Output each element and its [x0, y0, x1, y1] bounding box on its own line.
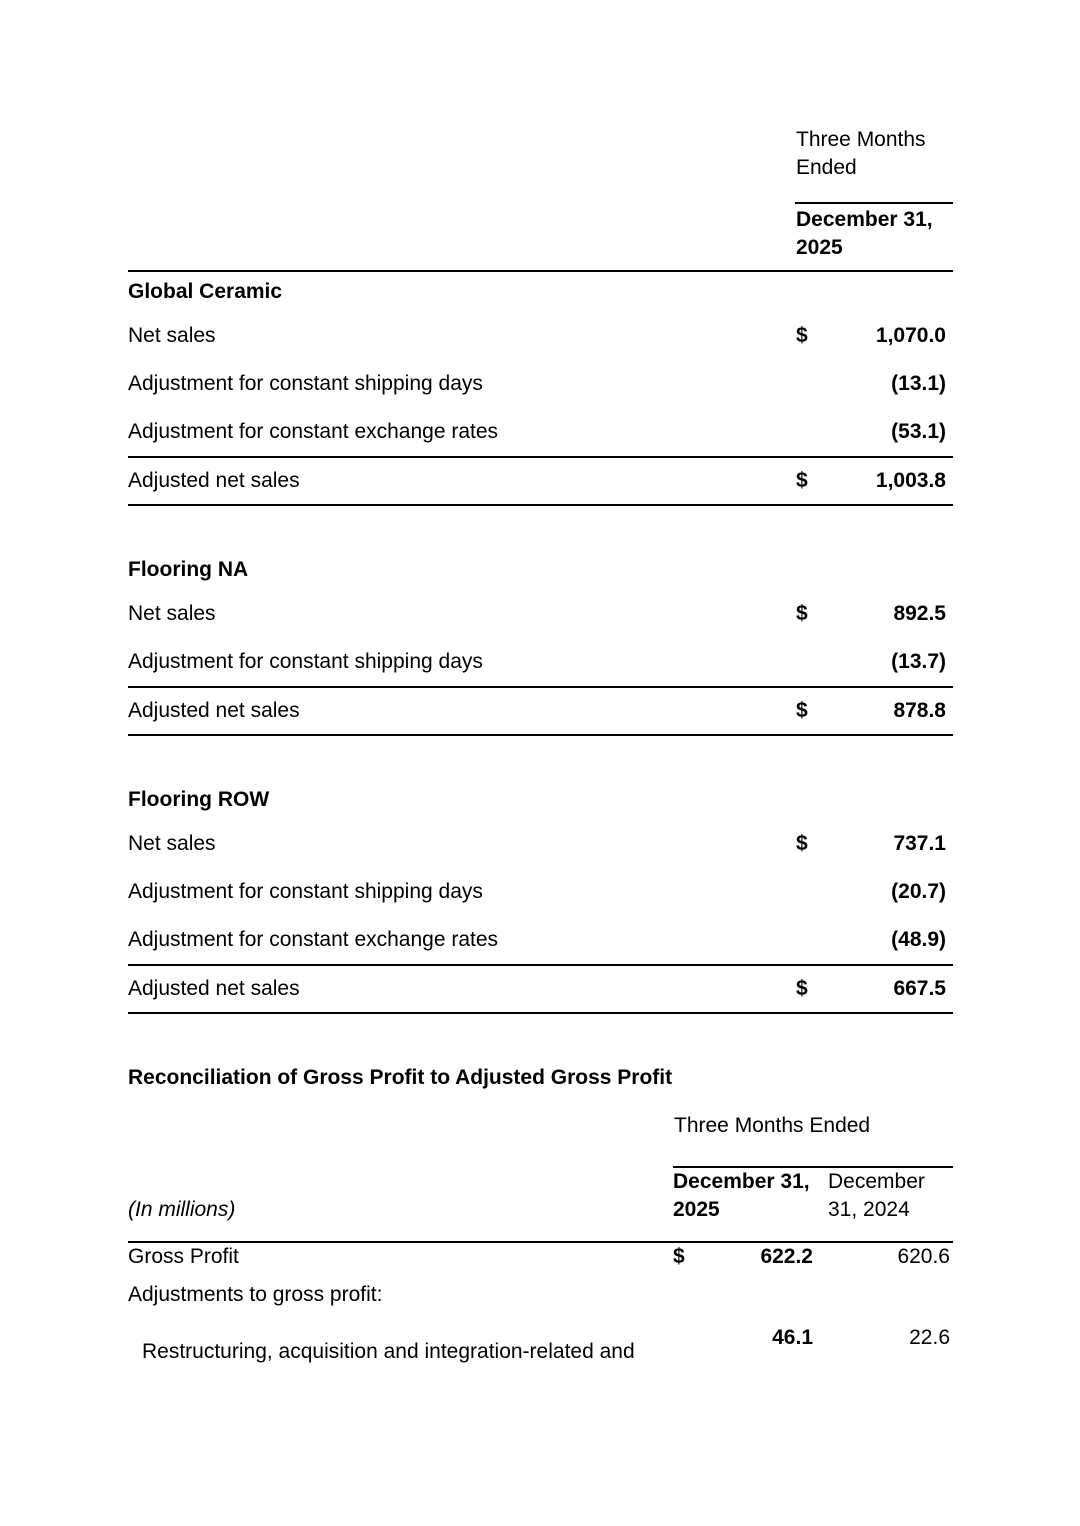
currency-symbol: $ [796, 832, 808, 855]
table-row [128, 820, 953, 868]
row-value: (20.7) [891, 880, 946, 903]
currency-symbol: $ [796, 324, 808, 347]
row-value: 892.5 [893, 602, 946, 625]
row-label: Adjustment for constant shipping days [128, 372, 483, 395]
row-value: 667.5 [893, 977, 946, 1000]
table-row [128, 458, 953, 504]
period-header: Three Months Ended [796, 128, 926, 179]
table-row [128, 688, 953, 734]
table-row [128, 590, 953, 638]
row-value: (13.7) [891, 650, 946, 673]
row-label: Adjustment for constant exchange rates [128, 420, 499, 443]
row-label: Gross Profit [128, 1245, 239, 1268]
column-header-rule [795, 202, 953, 204]
row-label: Adjustment for constant shipping days [128, 880, 483, 903]
currency-symbol: $ [796, 602, 808, 625]
row-value: 1,003.8 [875, 469, 946, 492]
row-label: Adjusted net sales [128, 469, 300, 492]
row-label: Net sales [128, 602, 216, 625]
currency-symbol: $ [796, 469, 808, 492]
table-row [128, 360, 953, 408]
row-label: Adjustments to gross profit: [128, 1283, 383, 1306]
table-title: Reconciliation of Gross Profit to Adjusted Gross Profit [128, 1066, 673, 1089]
column-header-date: December 31, 2025 [796, 208, 933, 259]
table-row [128, 916, 953, 964]
row-label: Adjustment for constant exchange rates [128, 928, 499, 951]
table-row [128, 312, 953, 360]
table-row [128, 1314, 953, 1371]
row-value: (48.9) [891, 928, 946, 951]
table-row [128, 1243, 953, 1276]
currency-symbol: $ [673, 1245, 685, 1268]
segment-section-flooring-row [128, 780, 953, 1014]
row-label: Adjusted net sales [128, 699, 300, 722]
row-value-2024: 22.6 [909, 1326, 950, 1349]
row-label: Restructuring, acquisition and integration-related and [142, 1340, 635, 1363]
currency-symbol: $ [796, 699, 808, 722]
row-value: 878.8 [893, 699, 946, 722]
row-label: Net sales [128, 324, 216, 347]
table-row [128, 408, 953, 456]
row-value-2024: 620.6 [897, 1245, 950, 1268]
row-value: 737.1 [893, 832, 946, 855]
row-label: Adjustment for constant shipping days [128, 650, 483, 673]
column-header-date-2025: December 31, 2025 [673, 1170, 810, 1221]
gross-profit-reconciliation-table [128, 1064, 953, 1371]
row-label: Net sales [128, 832, 216, 855]
total-rule-bottom [128, 504, 953, 506]
units-note: (In millions) [128, 1198, 236, 1221]
column-header-date-2024: December 31, 2024 [828, 1170, 925, 1221]
row-value-2025: 622.2 [760, 1245, 813, 1268]
row-value: (13.1) [891, 372, 946, 395]
table-row [128, 638, 953, 686]
table-row [128, 1276, 953, 1314]
row-value: 1,070.0 [875, 324, 946, 347]
row-value: (53.1) [891, 420, 946, 443]
currency-symbol: $ [796, 977, 808, 1000]
period-header: Three Months Ended [674, 1114, 871, 1137]
section-title: Flooring ROW [128, 788, 270, 811]
total-rule-bottom [128, 734, 953, 736]
gross-profit-rows [128, 1243, 953, 1371]
section-title: Flooring NA [128, 558, 249, 581]
row-label: Adjusted net sales [128, 977, 300, 1000]
column-header-row [128, 1168, 953, 1224]
segment-sections [128, 272, 953, 1014]
row-value-2025: 46.1 [772, 1326, 813, 1349]
financial-document-page [128, 0, 953, 1371]
table-row [128, 966, 953, 1012]
total-rule-bottom [128, 1012, 953, 1014]
table-row [128, 868, 953, 916]
segment-section-flooring-na [128, 550, 953, 736]
section-title: Global Ceramic [128, 280, 283, 303]
net-sales-reconciliation-table [128, 126, 953, 1014]
segment-section-global-ceramic [128, 272, 953, 506]
